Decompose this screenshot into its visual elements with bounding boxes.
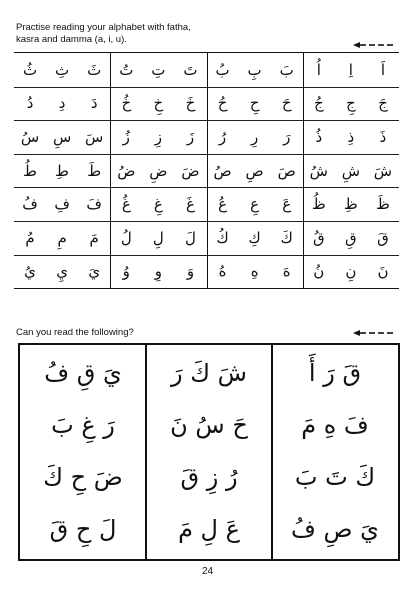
letter-cell: حَ	[281, 94, 292, 113]
letter-cell: رُ	[218, 127, 227, 146]
letter-cell: لُ	[120, 228, 132, 247]
letter-cell: بَ	[279, 60, 294, 79]
letter-cell: اِ	[348, 60, 353, 79]
letter-cell: هَ	[282, 262, 291, 281]
reading-word: كَ تَ بَ	[294, 463, 376, 491]
reading-instructions: Can you read the following?	[16, 327, 134, 338]
letter-cell: ثَ	[87, 60, 102, 79]
alphabet-instructions-line-2: kasra and damma (a, i, u).	[16, 34, 127, 45]
letter-cell: لِ	[152, 228, 164, 247]
letter-cell: سِ	[52, 127, 72, 146]
letter-cell: زِ	[154, 127, 162, 146]
letter-cell: جَ	[378, 94, 388, 113]
letter-cell: خَ	[185, 94, 196, 113]
letter-cell: عِ	[250, 195, 260, 214]
reading-word: رَ غِ بَ	[51, 411, 115, 439]
letter-cell: خُ	[121, 94, 132, 113]
letter-cell: ظِ	[343, 195, 358, 214]
letter-cell: طِ	[55, 161, 70, 180]
letter-cell: لَ	[184, 228, 196, 247]
letter-cell: نُ	[313, 262, 325, 281]
letter-cell: كُ	[216, 228, 229, 247]
letter-cell: قُ	[312, 228, 325, 247]
letter-cell: نِ	[345, 262, 357, 281]
letter-cell: حِ	[249, 94, 260, 113]
reading-word: ضَ حِ كَ	[43, 463, 123, 491]
letter-cell: بُ	[215, 60, 230, 79]
letter-cell: عُ	[218, 195, 228, 214]
letter-cell: وِ	[154, 262, 162, 281]
letter-cell: كِ	[248, 228, 261, 247]
letter-cell: ضِ	[149, 161, 168, 180]
letter-cell: اَ	[380, 60, 386, 79]
letter-cell: هُ	[218, 262, 227, 281]
letter-cell: غِ	[153, 195, 163, 214]
letter-cell: مُ	[25, 228, 35, 247]
letter-cell: يَ	[88, 262, 101, 281]
letter-cell: ظُ	[311, 195, 326, 214]
letter-cell: تُ	[119, 60, 134, 79]
letter-cell: طَ	[87, 161, 102, 180]
letter-cell: ذِ	[347, 127, 355, 146]
letter-cell: زُ	[122, 127, 130, 146]
letter-cell: قَ	[377, 228, 389, 247]
letter-cell: سَ	[85, 127, 104, 146]
arrow-left-icon	[353, 329, 395, 337]
letter-cell: غُ	[121, 195, 131, 214]
letter-cell: بِ	[247, 60, 262, 79]
letter-cell: فُ	[22, 195, 38, 214]
letter-cell: تِ	[151, 60, 166, 79]
reading-word: فَ هِ مَ	[301, 411, 369, 439]
letter-cell: ثِ	[55, 60, 70, 79]
letter-cell: صَ	[277, 161, 296, 180]
letter-cell: صِ	[245, 161, 264, 180]
letter-cell: شَ	[373, 161, 393, 180]
letter-cell: سُ	[20, 127, 40, 146]
letter-cell: جُ	[313, 94, 324, 113]
reading-word: لَ حِ قَ	[49, 515, 117, 543]
grid-column-divider	[303, 53, 304, 288]
reading-box	[18, 343, 400, 561]
letter-cell: قِ	[345, 228, 357, 247]
letter-cell: صُ	[213, 161, 232, 180]
letter-cell: دَ	[90, 94, 98, 113]
letter-cell: مِ	[57, 228, 67, 247]
letter-cell: وُ	[122, 262, 130, 281]
reading-word: يَ صِ فُ	[291, 515, 379, 543]
letter-cell: جِ	[346, 94, 356, 113]
letter-cell: يِ	[56, 262, 68, 281]
alphabet-grid	[14, 52, 399, 289]
letter-cell: فِ	[54, 195, 70, 214]
letter-cell: رِ	[250, 127, 259, 146]
alphabet-instructions-line-1: Practise reading your alphabet with fatha,	[16, 22, 191, 33]
letter-cell: تَ	[183, 60, 198, 79]
letter-cell: طُ	[23, 161, 37, 180]
letter-cell: شِ	[341, 161, 361, 180]
reading-word: يَ قِ فُ	[44, 359, 122, 387]
reading-word: رُ زِ قَ	[180, 463, 238, 491]
letter-cell: ضَ	[181, 161, 200, 180]
page-number: 24	[201, 566, 214, 577]
arrow-left-icon	[353, 41, 395, 49]
letter-cell: زَ	[186, 127, 195, 146]
letter-cell: دُ	[26, 94, 34, 113]
letter-cell: عَ	[282, 195, 292, 214]
letter-cell: غَ	[185, 195, 195, 214]
letter-cell: يُ	[24, 262, 36, 281]
letter-cell: نَ	[377, 262, 389, 281]
letter-cell: ضُ	[117, 161, 136, 180]
grid-column-divider	[110, 53, 111, 288]
reading-word: عَ لِ مَ	[178, 515, 240, 543]
reading-column-divider	[145, 345, 147, 559]
letter-cell: كَ	[280, 228, 293, 247]
letter-cell: خِ	[153, 94, 164, 113]
letter-cell: ذُ	[315, 127, 323, 146]
letter-cell: حُ	[217, 94, 228, 113]
reading-word: حَ سُ نَ	[170, 411, 248, 439]
letter-cell: اُ	[316, 60, 321, 79]
letter-cell: فَ	[86, 195, 102, 214]
grid-column-divider	[207, 53, 208, 288]
letter-cell: مَ	[89, 228, 99, 247]
letter-cell: ظَ	[376, 195, 390, 214]
letter-cell: وَ	[186, 262, 195, 281]
reading-column-divider	[271, 345, 273, 559]
letter-cell: دِ	[58, 94, 66, 113]
reading-word: شَ كَ رَ	[171, 359, 247, 387]
letter-cell: ذَ	[379, 127, 387, 146]
letter-cell: هِ	[250, 262, 259, 281]
alphabet-instructions	[16, 22, 276, 46]
letter-cell: ثُ	[22, 60, 38, 79]
reading-word: قَ رَ أَ	[308, 359, 362, 387]
letter-cell: رَ	[283, 127, 291, 146]
letter-cell: شُ	[309, 161, 328, 180]
